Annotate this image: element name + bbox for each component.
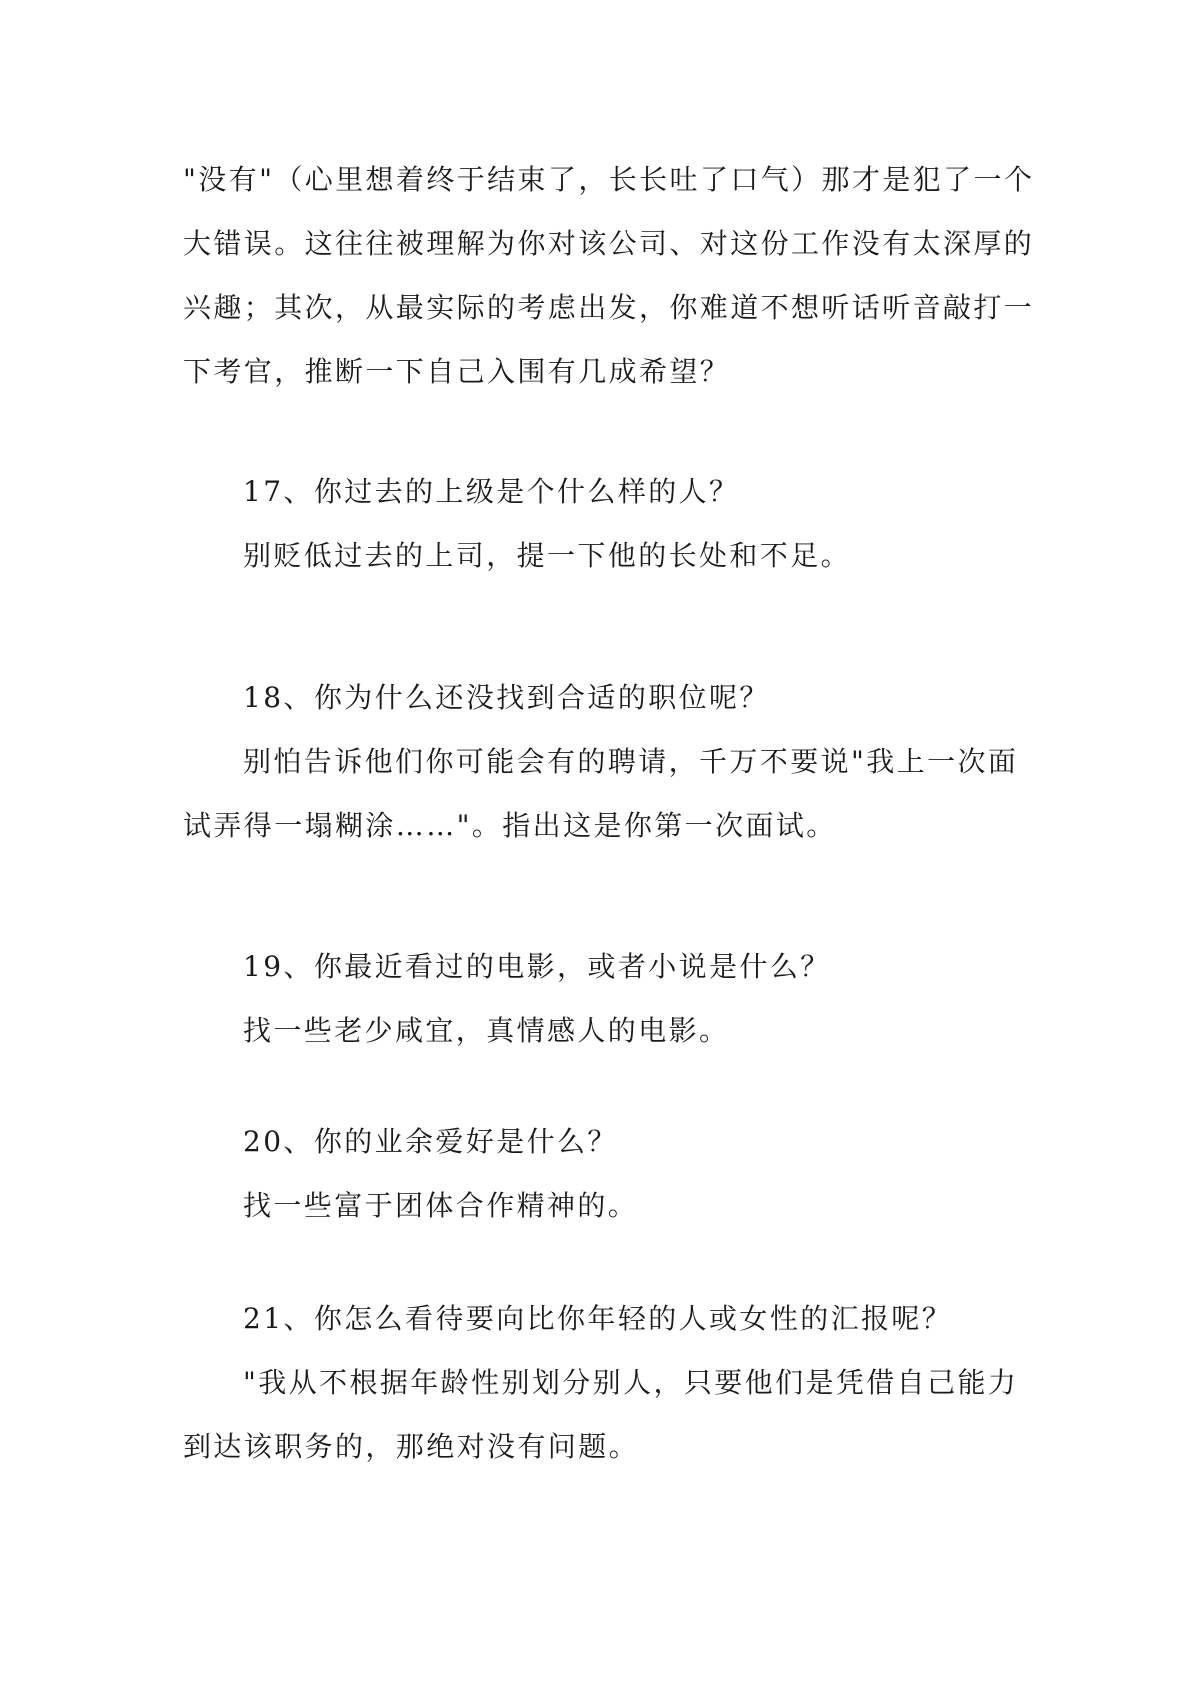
- question-section-18: [183, 666, 1023, 858]
- text-line: "没有"（心里想着终于结束了，长长吐了口气）那才是犯了一个: [183, 163, 1035, 196]
- text-line: 大错误。这往往被理解为你对该公司、对这份工作没有太深厚的: [183, 227, 1035, 260]
- question-heading: 19、你最近看过的电影，或者小说是什么？: [243, 950, 831, 983]
- question-heading: 21、你怎么看待要向比你年轻的人或女性的汇报呢？: [243, 1302, 953, 1335]
- question-heading: 18、你为什么还没找到合适的职位呢？: [243, 681, 770, 714]
- question-section-17: [183, 460, 1023, 588]
- question-section-21: [183, 1287, 1023, 1479]
- intro-paragraph: [183, 148, 1035, 404]
- text-line: 兴趣；其次，从最实际的考虑出发，你难道不想听话听音敲打一: [183, 291, 1035, 324]
- answer-line: 别贬低过去的上司，提一下他的长处和不足。: [243, 539, 852, 572]
- answer-line: 到达该职务的，那绝对没有问题。: [183, 1430, 640, 1463]
- answer-line: 试弄得一塌糊涂……"。指出这是你第一次面试。: [183, 809, 837, 842]
- text-line: 下考官，推断一下自己入围有几成希望？: [183, 355, 731, 388]
- question-heading: 20、你的业余爱好是什么？: [243, 1125, 618, 1158]
- question-heading: 17、你过去的上级是个什么样的人？: [243, 475, 740, 508]
- answer-line: 找一些老少咸宜，真情感人的电影。: [243, 1014, 730, 1047]
- question-section-19: [183, 935, 1023, 1063]
- question-section-20: [183, 1110, 1023, 1238]
- answer-line: "我从不根据年龄性别划分别人，只要他们是凭借自己能力: [243, 1366, 1019, 1399]
- answer-line: 别怕告诉他们你可能会有的聘请，千万不要说"我上一次面: [243, 745, 1019, 778]
- answer-line: 找一些富于团体合作精神的。: [243, 1189, 639, 1222]
